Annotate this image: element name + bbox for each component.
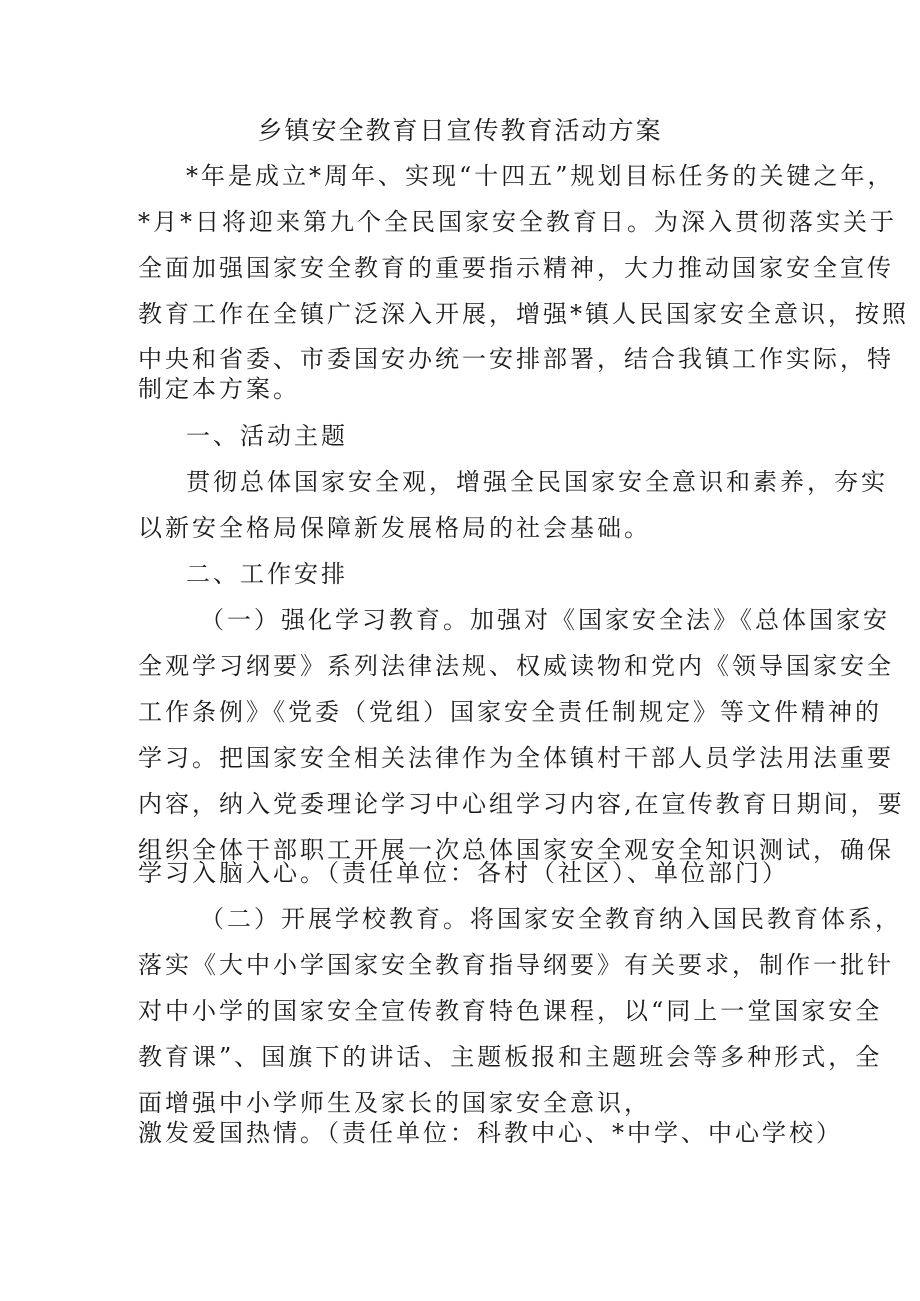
paragraph-line: 全面加强国家安全教育的重要指示精神，大力推动国家安全宣传: [138, 254, 894, 282]
paragraph-line: 制定本方案。: [138, 375, 300, 403]
paragraph-line: 全观学习纲要》系列法律法规、权威读物和党内《领导国家安全: [138, 652, 894, 680]
section-heading: 二、工作安排: [186, 560, 348, 588]
paragraph-line: 中央和省委、市委国安办统一安排部署，结合我镇工作实际，特: [138, 345, 894, 373]
paragraph-line: 面增强中小学师生及家长的国家安全意识，: [138, 1089, 651, 1117]
paragraph-line: *月*日将迎来第九个全民国家安全教育日。为深入贯彻落实关于: [138, 208, 897, 236]
paragraph-line: 对中小学的国家安全宣传教育特色课程，以“同上一堂国家安全: [138, 997, 883, 1025]
paragraph-line: 学习。把国家安全相关法律作为全体镇村干部人员学法用法重要: [138, 744, 894, 772]
document-title: 乡镇安全教育日宣传教育活动方案: [257, 116, 663, 145]
paragraph-line: （二）开展学校教育。将国家安全教育纳入国民教育体系，: [200, 905, 902, 933]
paragraph-line: （一）强化学习教育。加强对《国家安全法》《总体国家安: [200, 606, 890, 634]
paragraph-line: *年是成立*周年、实现“十四五”规划目标任务的关键之年，: [186, 162, 895, 190]
section-heading: 一、活动主题: [186, 422, 348, 450]
paragraph-line: 落实《大中小学国家安全教育指导纲要》有关要求，制作一批针: [138, 951, 894, 979]
paragraph-line: 激发爱国热情。（责任单位：科教中心、*中学、中心学校）: [138, 1119, 843, 1147]
paragraph-line: 组织全体干部职工开展一次总体国家安全观安全知识测试，确保: [138, 836, 894, 864]
paragraph-line: 以新安全格局保障新发展格局的社会基础。: [138, 514, 651, 542]
paragraph-line: 内容，纳入党委理论学习中心组学习内容,在宣传教育日期间，要: [138, 790, 905, 818]
paragraph-line: 教育工作在全镇广泛深入开展，增强*镇人民国家安全意识，按照: [138, 300, 909, 328]
paragraph-line: 工作条例》《党委（党组）国家安全责任制规定》等文件精神的: [138, 698, 882, 726]
paragraph-line: 教育课”、国旗下的讲话、主题板报和主题班会等多种形式，全: [138, 1043, 883, 1071]
paragraph-line: 贯彻总体国家安全观，增强全民国家安全意识和素养，夯实: [186, 468, 888, 496]
paragraph-line: 学习入脑入心。（责任单位：各村（社区）、单位部门）: [138, 859, 789, 887]
